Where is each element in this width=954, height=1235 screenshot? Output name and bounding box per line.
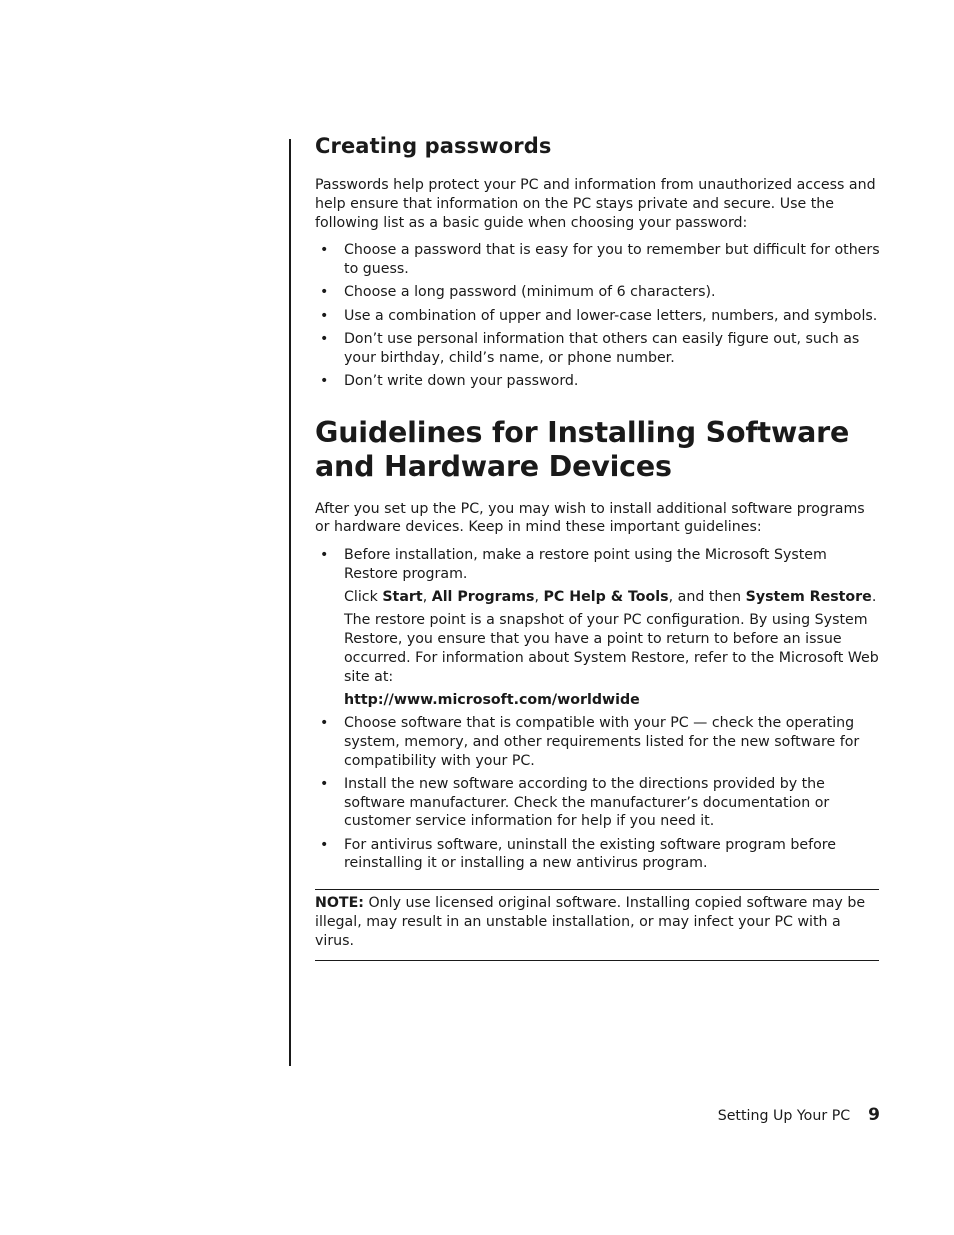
note-body: Only use licensed original software. Installing copied software may be illegal, may result in an unstable installation, or may infect your PC with a virus. [315,895,866,949]
microsoft-url: http://www.microsoft.com/worldwide [344,691,640,708]
password-bullet-list [315,241,880,390]
menu-pc-help-tools: PC Help & Tools [543,589,669,606]
list-item: • For antivirus software, uninstall the existing software program before reinstalling it or installing a new antivirus program. [315,836,880,874]
restore-point-info: The restore point is a snapshot of your PC configuration. By using System Restore, you ensure that you have a point to return to before an issue occurred. For information about System Restore, refer to the Microsoft Web site at: [344,612,879,685]
note-box [315,889,879,960]
menu-system-restore: System Restore [745,589,872,606]
list-item: • Choose software that is compatible with your PC — check the operating system, memory, and other requirements listed for the new software for compatibility with your PC. [315,714,880,770]
list-item: • Don’t use personal information that others can easily figure out, such as your birthday, child’s name, or phone number. [315,330,880,368]
menu-all-programs: All Programs [431,589,535,606]
note-text [315,894,879,950]
and-then-text: , and then [668,589,746,606]
separator: , [422,589,432,606]
list-item: • Choose a password that is easy for you to remember but difficult for others to guess. [315,241,880,279]
footer-chapter: Setting Up Your PC [717,1108,851,1124]
list-item: • Choose a long password (minimum of 6 characters). [315,283,880,302]
click-prefix: Click [344,589,383,606]
restore-point-text: • Before installation, make a restore point using the Microsoft System Restore program. [344,547,827,582]
period: . [871,589,877,606]
click-instruction [344,588,880,607]
list-item-restore-point [315,546,880,710]
menu-start: Start [382,589,423,606]
note-label: NOTE: [315,895,364,912]
page-content [315,132,880,961]
page-footer [718,1104,880,1127]
heading-creating-passwords: Creating passwords [315,134,552,158]
margin-rule [289,139,291,1066]
guidelines-intro: After you set up the PC, you may wish to install additional software programs or hardware devices. Keep in mind these important guidelines: [315,500,865,536]
passwords-intro: Passwords help protect your PC and information from unauthorized access and help ensure that information on the PC stays private and secure. Use the following list as a basic guide when choosing your password: [315,177,876,231]
list-item: • Use a combination of upper and lower-case letters, numbers, and symbols. [315,307,880,326]
list-item: • Don’t write down your password. [315,372,880,391]
guidelines-bullet-list [315,546,880,873]
list-item: • Install the new software according to the directions provided by the software manufacturer. Check the manufacturer’s documentation or customer service information for help if you need it. [315,775,880,831]
page-number: 9 [868,1105,880,1125]
heading-guidelines: Guidelines for Installing Software and Hardware Devices [315,415,850,483]
separator: , [534,589,544,606]
